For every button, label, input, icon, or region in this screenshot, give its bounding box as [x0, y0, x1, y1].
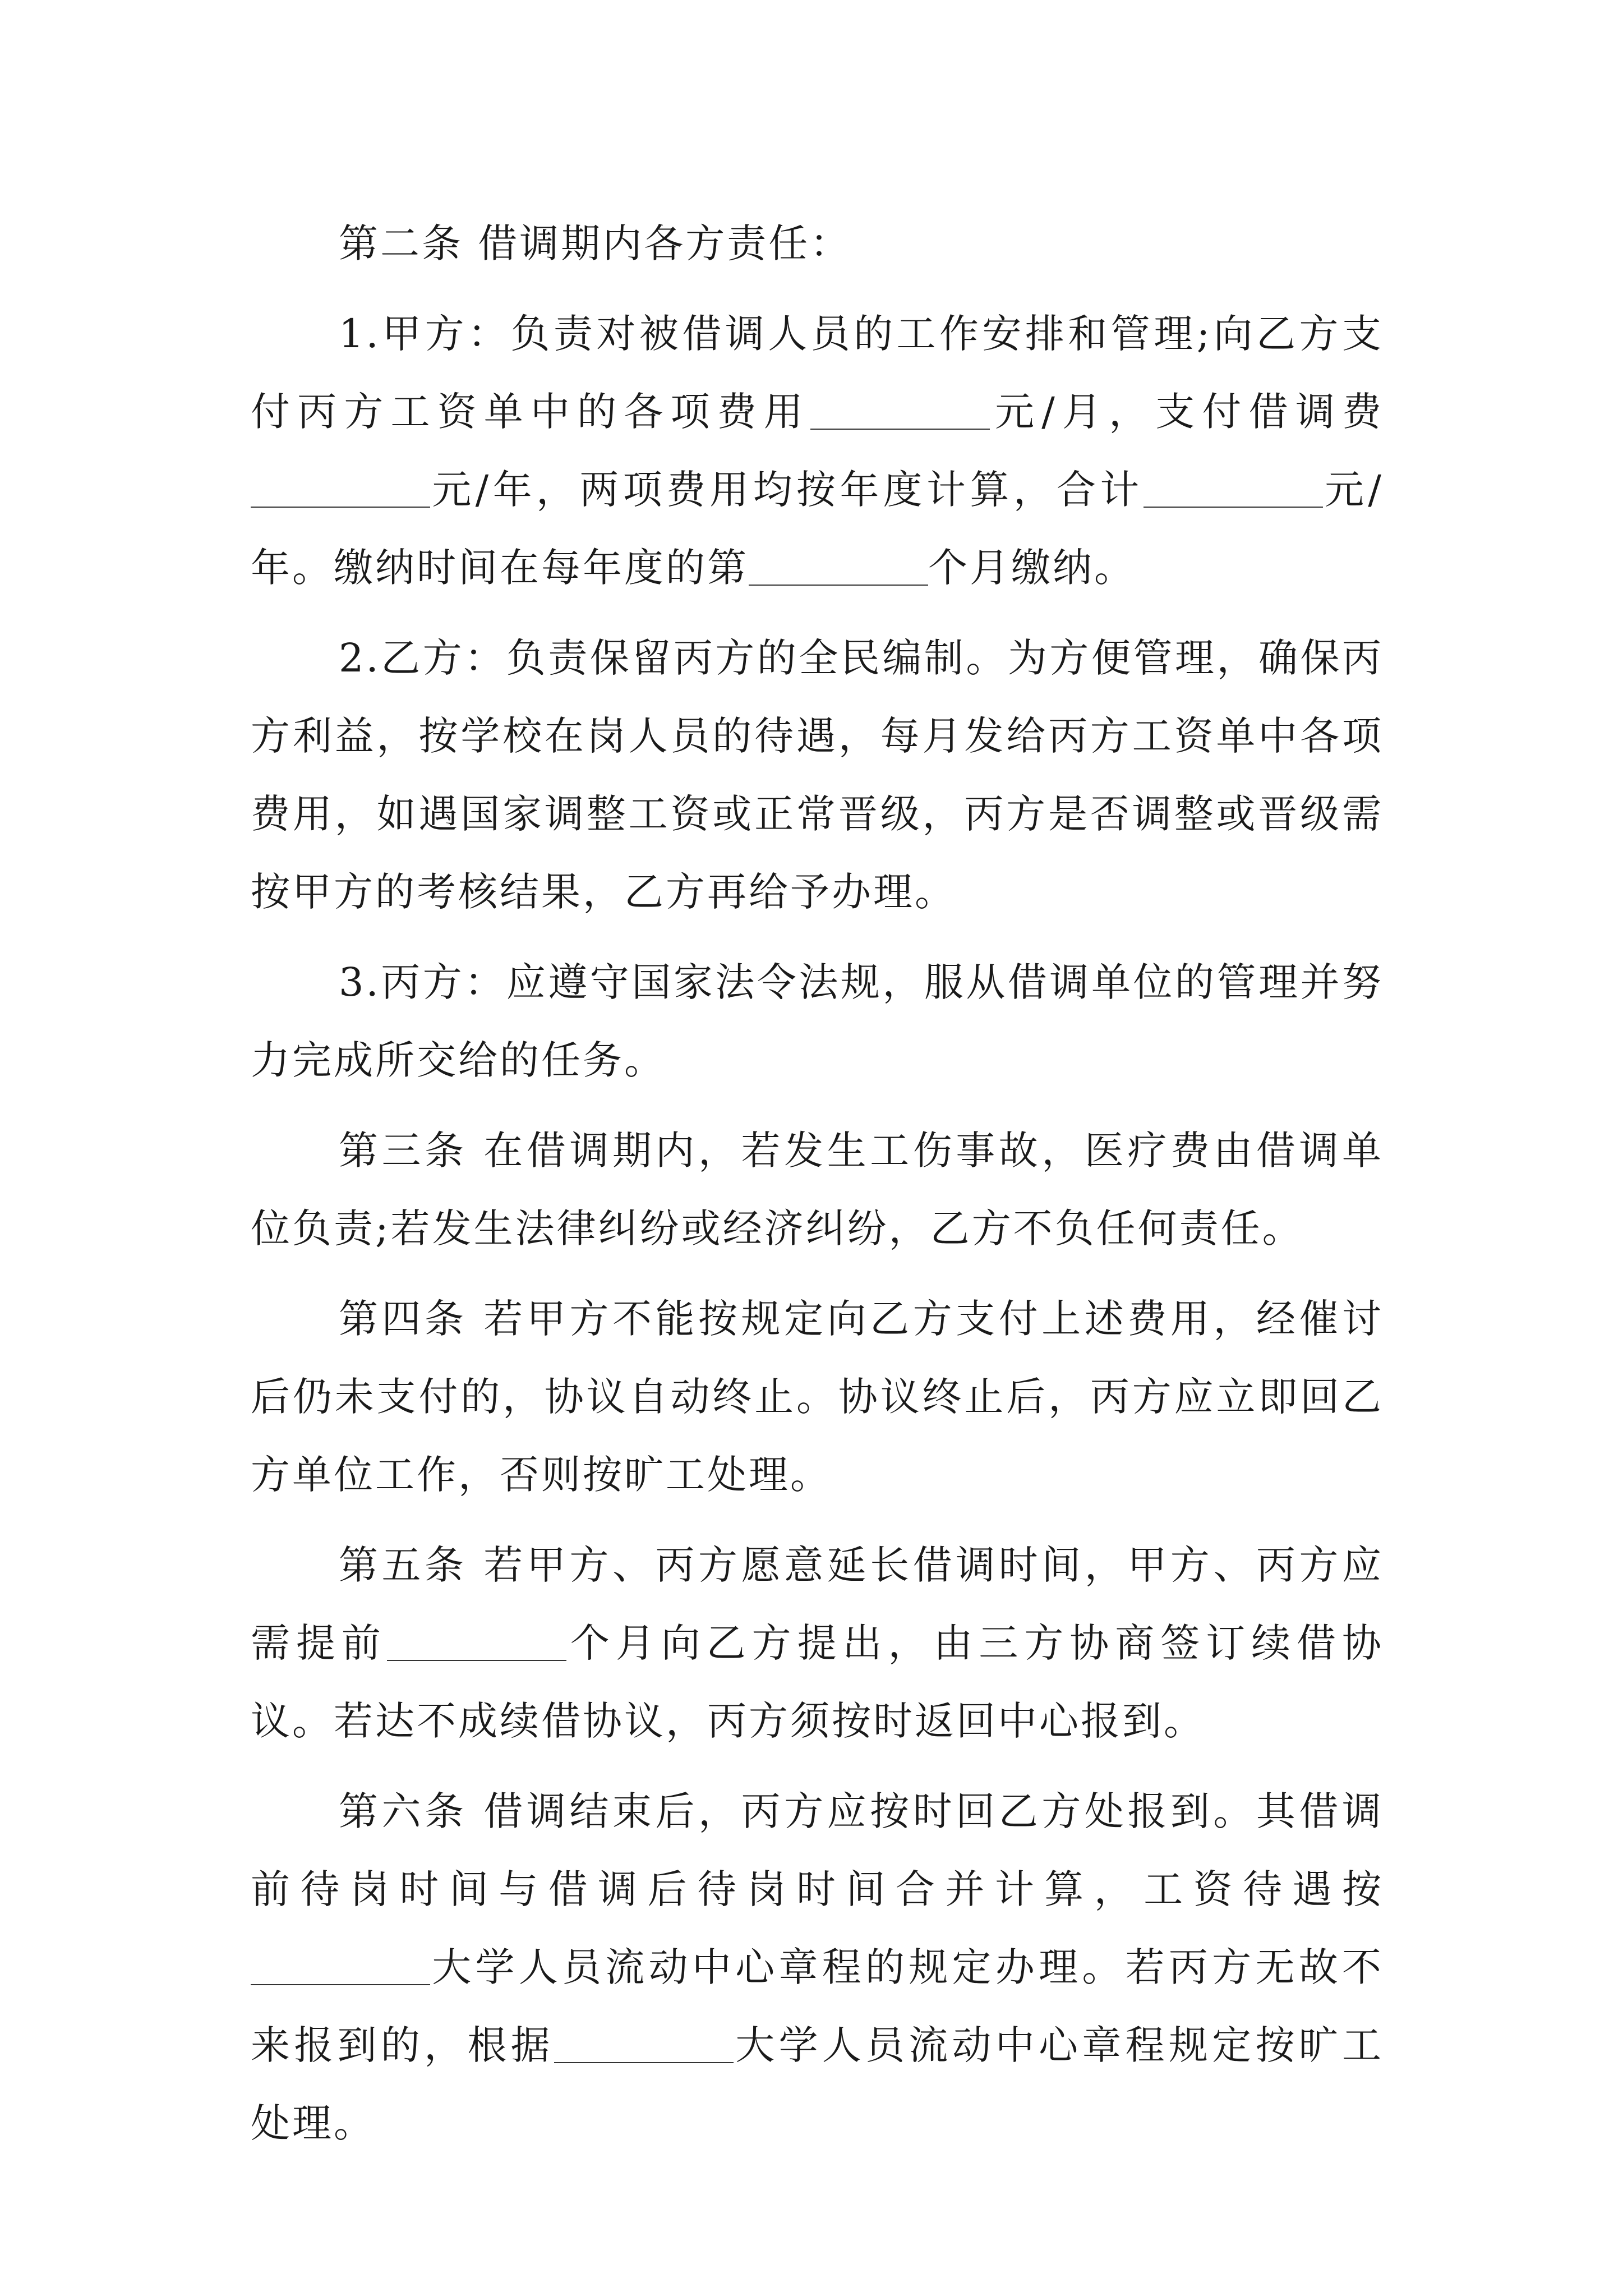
fill-in-blank [387, 1621, 566, 1661]
article-6 [251, 1773, 1384, 2162]
article-3 [251, 1112, 1384, 1268]
article-2-heading [251, 205, 1384, 283]
article-2-item-2 [251, 619, 1384, 931]
paragraph-text: 个月缴纳。 [928, 545, 1136, 591]
paragraph-text: 元/年。缴纳时间在每年度的第 [251, 467, 1384, 591]
paragraph-text: 第四条 若甲方不能按规定向乙方支付上述费用，经催讨后仍未支付的，协议自动终止。协议终止后，丙方应立即回乙方单位工作，否则按旷工处理。 [251, 1296, 1384, 1498]
article-4 [251, 1280, 1384, 1514]
paragraph-text: 3.丙方：应遵守国家法令法规，服从借调单位的管理并努力完成所交给的任务。 [251, 959, 1384, 1083]
paragraph-text: 第三条 在借调期内，若发生工伤事故，医疗费由借调单位负责;若发生法律纠纷或经济纠纷，乙方不负任何责任。 [251, 1128, 1384, 1251]
fill-in-blank [1144, 467, 1323, 508]
paragraph-text: 元/年，两项费用均按年度计算，合计 [430, 467, 1144, 513]
fill-in-blank [810, 389, 990, 430]
paragraph-text: 大学人员流动中心章程规定按旷工处理。 [251, 2022, 1384, 2146]
article-2-item-3 [251, 944, 1384, 1099]
document-body [251, 205, 1384, 2162]
paragraph-text: 元/月，支付借调费 [989, 389, 1384, 435]
paragraph-text: 第五条 若甲方、丙方愿意延长借调时间，甲方、丙方应需提前 [251, 1542, 1384, 1666]
fill-in-blank [554, 2023, 734, 2063]
article-2-heading-text: 第二条 借调期内各方责任： [339, 220, 852, 266]
fill-in-blank [749, 545, 928, 586]
article-2-item-1 [251, 295, 1384, 607]
paragraph-text: 2.乙方：负责保留丙方的全民编制。为方便管理，确保丙方利益，按学校在岗人员的待遇，每月发给丙方工资单中各项费用，如遇国家调整工资或正常晋级，丙方是否调整或晋级需按甲方的考核结果，乙方再给予办理。 [251, 635, 1384, 915]
paragraph-text: 大学人员流动中心章程的规定办理。若丙方无故不来报到的，根据 [251, 1944, 1384, 2068]
fill-in-blank [251, 467, 430, 508]
paragraph-text: 第六条 借调结束后，丙方应按时回乙方处报到。其借调前待岗时间与借调后待岗时间合并计算，工资待遇按 [251, 1788, 1384, 1912]
article-5 [251, 1526, 1384, 1760]
paragraph-text: 个月向乙方提出，由三方协商签订续借协议。若达不成续借协议，丙方须按时返回中心报到。 [251, 1620, 1384, 1744]
fill-in-blank [251, 1945, 430, 1985]
paragraph-text: 1.甲方：负责对被借调人员的工作安排和管理;向乙方支付丙方工资单中的各项费用 [251, 311, 1384, 435]
